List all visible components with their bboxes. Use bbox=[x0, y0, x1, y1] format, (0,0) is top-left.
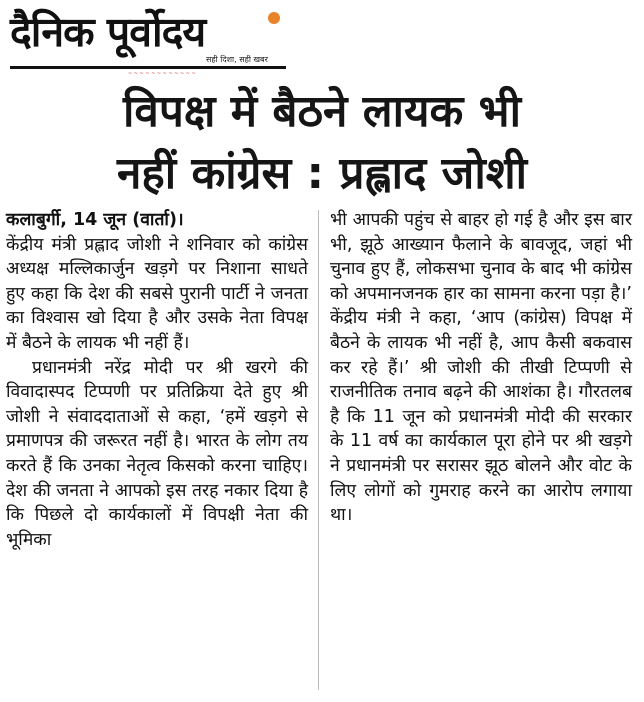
article-paragraph-2: प्रधानमंत्री नरेंद्र मोदी पर श्री खरगे की विवादास्पद टिप्पणी पर प्रतिक्रिया देते हुए श्री जोशी ने संवाददाताओं से कहा, ‘हमें खड़गे से प्रमाणपत्र की जरूरत नहीं है। भारत के लोग तय करते हैं कि उनका नेतृत्व किसको करना चाहिए। देश की जनता ने आपको इस तरह नकार दिया है कि पिछले दो कार्यकालों में विपक्षी नेता की भूमिका bbox=[6, 357, 308, 550]
logo-dot-icon bbox=[268, 12, 280, 24]
newspaper-tagline: सही दिशा, सही खबर bbox=[206, 55, 268, 64]
masthead-subline: ~ ~ ~ ~ ~ ~ ~ ~ ~ ~ ~ ~ bbox=[128, 71, 196, 77]
headline-line-2: नहीं कांग्रेस : प्रह्लाद जोशी bbox=[116, 148, 528, 199]
article-column-right bbox=[330, 208, 632, 528]
newspaper-title: दैनिक पूर्वोदय bbox=[10, 8, 206, 56]
masthead-rule bbox=[10, 66, 286, 69]
masthead bbox=[10, 4, 286, 77]
column-divider bbox=[318, 210, 319, 690]
article-paragraph-3: भी आपकी पहुंच से बाहर हो गई है और इस बार भी, झूठे आख्यान फैलाने के बावजूद, जहां भी चुनाव हुए हैं, लोकसभा चुनाव के बाद भी कांग्रेस को अपमानजनक हार का सामना करना पड़ा है।’ केंद्रीय मंत्री ने कहा, ‘आप (कांग्रेस) विपक्ष में बैठने के लायक भी नहीं है, आप कैसी बकवास कर रहे हैं।’ श्री जोशी की तीखी टिप्पणी से राजनीतिक तनाव बढ़ने की आशंका है। गौरतलब है कि 11 जून को प्रधानमंत्री मोदी की सरकार के 11 वर्ष का कार्यकाल पूरा होने पर श्री खड़गे ने प्रधानमंत्री पर सरासर झूठ बोलने और वोट के लिए लोगों को गुमराह करने का आरोप लगाया था। bbox=[330, 210, 632, 526]
article-column-left bbox=[6, 208, 308, 552]
article-paragraph-1: केंद्रीय मंत्री प्रह्लाद जोशी ने शनिवार को कांग्रेस अध्यक्ष मल्लिकार्जुन खड़गे पर निशाना साधते हुए कहा कि देश की सबसे पुरानी पार्टी ने जनता का विश्वास खो दिया है और उसके नेता विपक्ष में बैठने के लायक भी नहीं हैं। bbox=[6, 234, 308, 353]
headline-line-1: विपक्ष में बैठने लायक भी bbox=[123, 86, 521, 137]
article-dateline: कलाबुर्गी, 14 जून (वार्ता)। bbox=[6, 210, 184, 230]
